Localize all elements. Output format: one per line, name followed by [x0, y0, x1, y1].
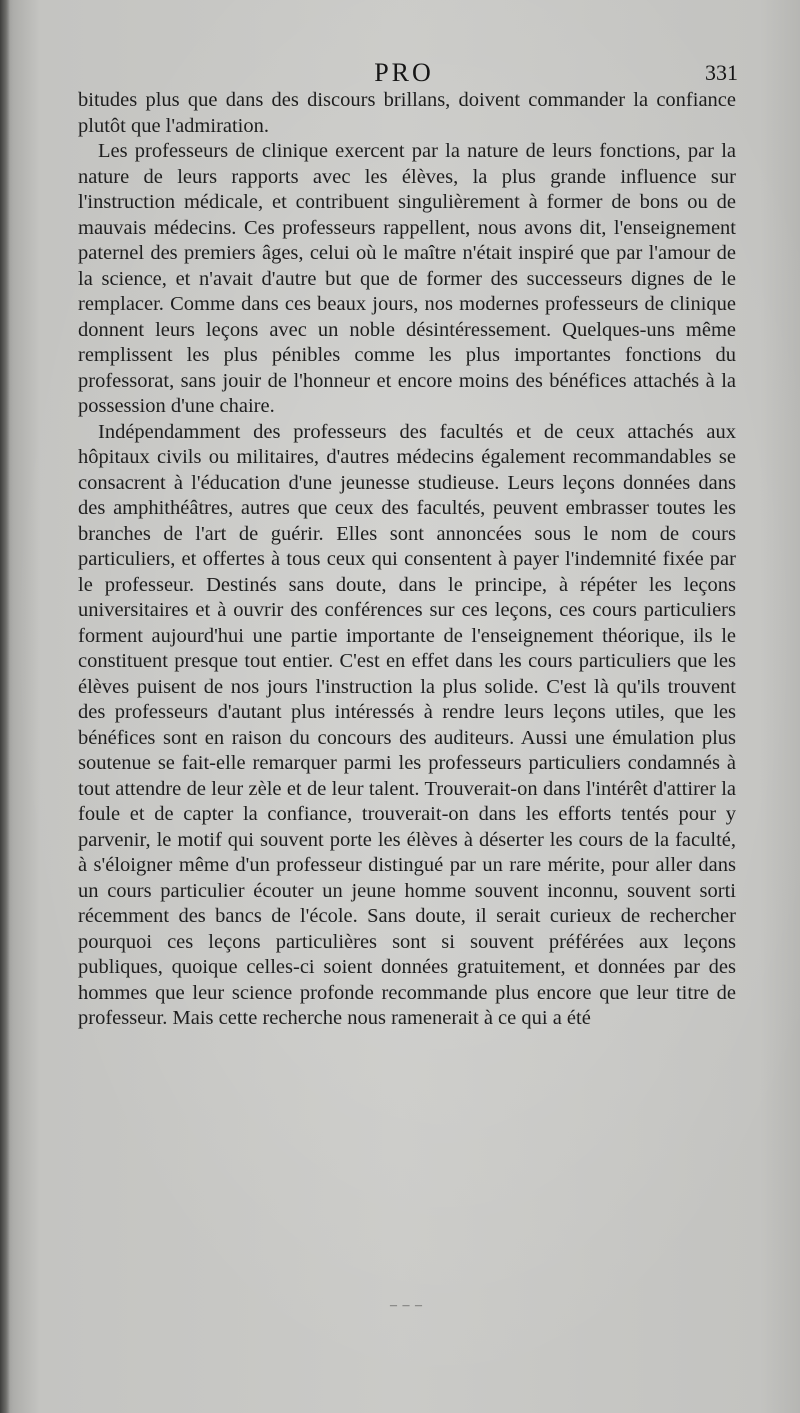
- footer-mark: – – –: [390, 1298, 423, 1313]
- running-head: PRO: [374, 58, 434, 87]
- paragraph-clinique: Les professeurs de clinique exercent par la nature de leurs fonctions, par la nature de leurs rapports avec les élèves, la plus grande influence sur l'instruction médicale, et contribuent singulièrement à former de bons ou de mauvais médecins. Ces professeurs rappellent, nous avons dit, l'enseignement paternel des premiers âges, celui où le maître n'était inspiré que par l'amour de la science, et n'avait d'autre but que de former des successeurs dignes de le remplacer. Comme dans ces beaux jours, nos modernes professeurs de clinique donnent leurs leçons avec un noble désintéressement. Quelques-uns même remplissent les plus pénibles comme les plus importantes fonctions du professorat, sans jouir de l'honneur et encore moins des bénéfices attachés à la possession d'une chaire.: [78, 140, 736, 417]
- body-text: [78, 88, 736, 1032]
- paragraph-continuation: bitudes plus que dans des discours brillans, doivent commander la confiance plutôt que l'admiration.: [78, 89, 736, 137]
- page-spine-shadow: [0, 0, 10, 1413]
- page-number: 331: [705, 60, 738, 85]
- page-header: [70, 58, 738, 90]
- paragraph-cours-particuliers: Indépendamment des professeurs des facultés et de ceux attachés aux hôpitaux civils ou militaires, d'autres médecins également recommandables se consacrent à l'éducation d'une jeunesse studieuse. Leurs leçons données dans des amphithéâtres, autres que ceux des facultés, peuvent embrasser toutes les branches de l'art de guérir. Elles sont annoncées sous le nom de cours particuliers, et offertes à tous ceux qui consentent à payer l'indemnité fixée par le professeur. Destinés sans doute, dans le principe, à répéter les leçons universitaires et à ouvrir des conférences sur ces leçons, ces cours particuliers forment aujourd'hui une partie importante de l'enseignement théorique, ils le constituent presque tout entier. C'est en effet dans les cours particuliers que les élèves puisent de nos jours l'instruction la plus solide. C'est là qu'ils trouvent des professeurs d'autant plus intéressés à rendre leurs leçons utiles, que les bénéfices sont en raison du concours des auditeurs. Aussi une émulation plus soutenue se fait-elle remarquer parmi les professeurs particuliers condamnés à tout attendre de leur zèle et de leur talent. Trouverait-on dans l'intérêt d'attirer la foule et de capter la confiance, trouverait-on dans les efforts tentés pour y parvenir, le motif qui souvent porte les élèves à déserter les cours de la faculté, à s'éloigner même d'un professeur distingué par un rare mérite, pour aller dans un cours particulier écouter un jeune homme souvent inconnu, souvent sorti récemment des bancs de l'école. Sans doute, il serait curieux de rechercher pourquoi ces leçons particulières sont si souvent préférées aux leçons publiques, quoique celles-ci soient données gratuitement, et données par des hommes que leur science profonde recommande plus encore que leur titre de professeur. Mais cette recherche nous ramenerait à ce qui a été: [78, 420, 736, 1029]
